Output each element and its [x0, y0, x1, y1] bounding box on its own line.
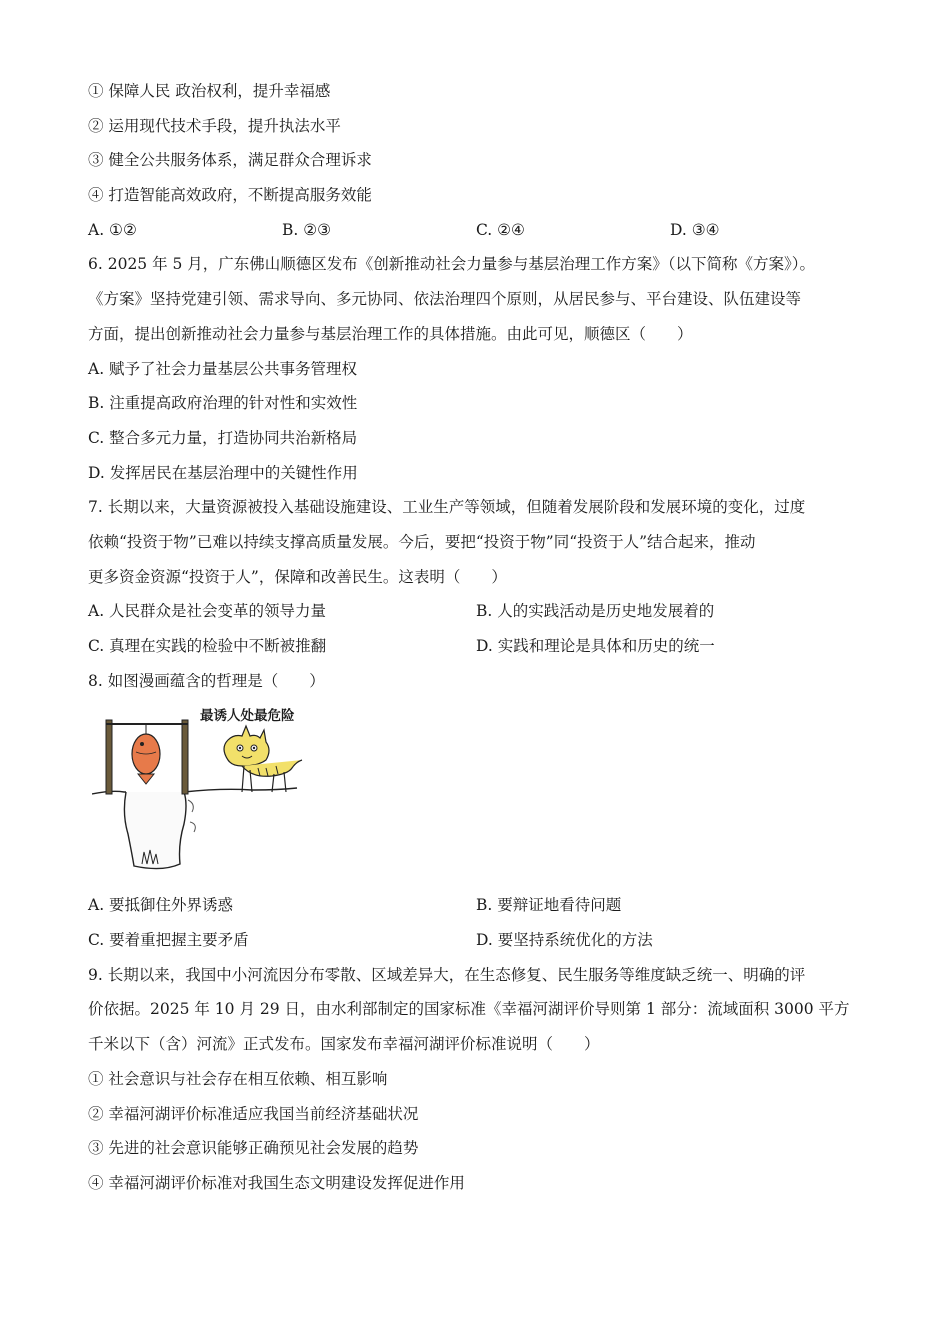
q7-option-a: A. 人民群众是社会变革的领导力量 [88, 602, 327, 621]
q7-stem-line-1: 7. 长期以来，大量资源被投入基础设施建设、工业生产等领域，但随着发展阶段和发展环境的变化，过度 [88, 498, 806, 517]
q7-option-c: C. 真理在实践的检验中不断被推翻 [88, 637, 327, 655]
q6-stem-line-2: 《方案》坚持党建引领、需求导向、多元协同、依法治理四个原则，从居民参与、平台建设、队伍建设等 [88, 290, 802, 309]
q9-stem-line-3: 千米以下（含）河流》正式发布。国家发布幸福河湖评价标准说明（ ） [88, 1035, 600, 1054]
cartoon-illustration [92, 704, 322, 884]
q9-stem-line-2: 价依据。2025 年 10 月 29 日，由水利部制定的国家标准《幸福河湖评价导则第 1 部分：流域面积 3000 平方 [88, 1000, 850, 1019]
q7-option-d: D. 实践和理论是具体和历史的统一 [476, 637, 715, 655]
q8-stem: 8. 如图漫画蕴含的哲理是（ ） [88, 671, 325, 690]
q8-option-b: B. 要辩证地看待问题 [476, 896, 622, 915]
q7-options-row-1 [88, 598, 878, 633]
q7-options-row-2 [88, 633, 878, 668]
q6-option-b: B. 注重提高政府治理的针对性和实效性 [88, 394, 358, 413]
cartoon-caption: 最诱人处最危险 [200, 708, 295, 725]
q7-stem-line-3: 更多资金资源“投资于人”，保障和改善民生。这表明（ ） [88, 567, 507, 586]
q5-options [88, 217, 878, 252]
exam-page [88, 78, 878, 1205]
q5-option-c: C. ②④ [476, 220, 525, 239]
q5-item-1: ① 保障人民 政治权利，提升幸福感 [88, 82, 331, 100]
q8-options-row-1 [88, 892, 878, 927]
q8-option-c: C. 要着重把握主要矛盾 [88, 931, 249, 950]
q9-item-1: ① 社会意识与社会存在相互依赖、相互影响 [88, 1069, 388, 1088]
cat-fish-pit-drawing [92, 704, 322, 884]
q6-stem-line-3: 方面，提出创新推动社会力量参与基层治理工作的具体措施。由此可见，顺德区（ ） [88, 324, 693, 343]
q8-options-row-2 [88, 927, 878, 962]
question-6 [88, 251, 878, 494]
q5-option-b: B. ②③ [282, 220, 332, 239]
q9-item-2: ② 幸福河湖评价标准适应我国当前经济基础状况 [88, 1104, 419, 1123]
q8-option-d: D. 要坚持系统优化的方法 [476, 931, 653, 950]
q7-option-b: B. 人的实践活动是历史地发展着的 [476, 602, 715, 621]
q6-stem-line-1: 6. 2025 年 5 月，广东佛山顺德区发布《创新推动社会力量参与基层治理工作方案》（以下简称《方案》）。 [88, 255, 816, 274]
question-9 [88, 962, 878, 1205]
q6-option-a: A. 赋予了社会力量基层公共事务管理权 [88, 359, 358, 378]
q7-stem-line-2: 依赖“投资于物”已难以持续支撑高质量发展。今后，要把“投资于物”同“投资于人”结合起来，推动 [88, 532, 756, 551]
q5-item-2: ② 运用现代技术手段，提升执法水平 [88, 116, 341, 135]
q5-item-4: ④ 打造智能高效政府，不断提高服务效能 [88, 186, 372, 205]
q5-item-3: ③ 健全公共服务体系，满足群众合理诉求 [88, 151, 372, 170]
question-7 [88, 494, 878, 667]
q8-option-a: A. 要抵御住外界诱惑 [88, 896, 234, 915]
question-5-tail [88, 78, 878, 251]
q9-item-3: ③ 先进的社会意识能够正确预见社会发展的趋势 [88, 1139, 419, 1158]
q9-stem-line-1: 9. 长期以来，我国中小河流因分布零散、区域差异大，在生态修复、民生服务等维度缺乏统一、明确的评 [88, 965, 806, 984]
q9-item-4: ④ 幸福河湖评价标准对我国生态文明建设发挥促进作用 [88, 1173, 465, 1192]
q6-option-c: C. 整合多元力量，打造协同共治新格局 [88, 428, 358, 447]
q5-option-a: A. ①② [88, 220, 137, 239]
question-8 [88, 668, 878, 962]
q5-option-d: D. ③④ [670, 220, 720, 239]
q6-option-d: D. 发挥居民在基层治理中的关键性作用 [88, 463, 358, 482]
